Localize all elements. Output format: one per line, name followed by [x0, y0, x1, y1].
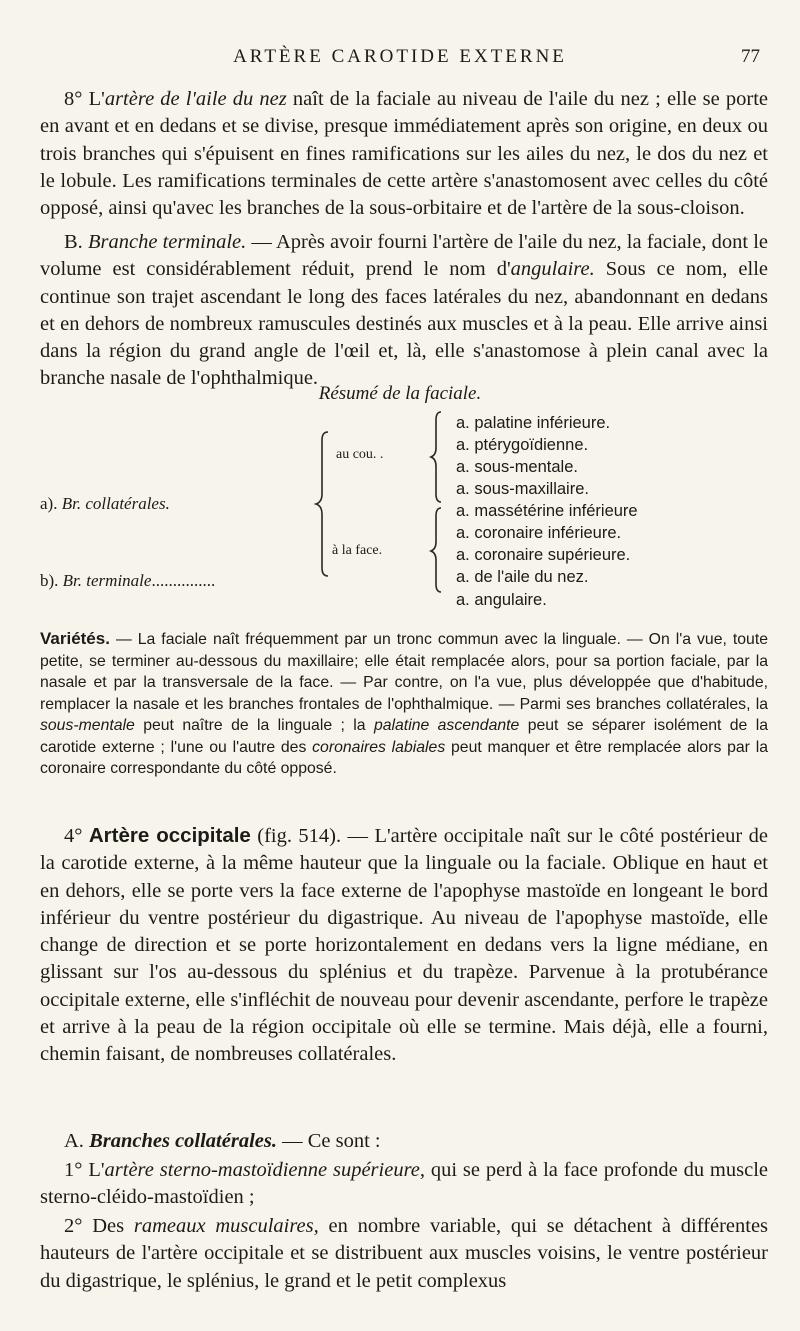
summary-label-au-cou: au cou. . [336, 447, 384, 462]
term-angulaire: angulaire. [510, 258, 595, 281]
item-number: 8° [64, 88, 83, 110]
list-item-rameaux-musculaires: 2° Des rameaux musculaires, en nombre variable, qui se détachent à différentes hauteurs de l'artère occipitale et se distribuent aux muscles voisins, le ventre postérieur du digastrique, le splénius, le grand et le petit complexus [40, 1215, 769, 1292]
varietes-paragraph: Variétés. — La faciale naît fréquemment par un tronc commun avec la linguale. — On l'a vue, toute petite, se terminer au-dessous du maxillaire; elle était remplacée alors, pour sa portion faciale, par la nasale et par la transversale de la face. — Par contre, on l'a vue, plus développée que d'habitude, remplacer la nasale et les branches frontales de l'ophthalmique. — Parmi ses branches collatérales, la sous-mentale peut naître de la linguale ; la palatine ascendante peut se séparer isolément de la carotide externe ; l'une ou l'autre des coronaires labiales peut manquer et être remplacée alors par la coronaire correspondante du côté opposé. [40, 629, 769, 777]
summary-item: a. de l'aile du nez. [456, 568, 589, 586]
heading-artere-occipitale: Artère occipitale [88, 824, 251, 847]
summary-label-a-la-face: à la face. [332, 543, 383, 558]
summary-item: a. coronaire inférieure. [456, 524, 622, 542]
list-item-sterno-mastoidienne: 1° L'artère sterno-mastoïdienne supérieure, qui se perd à la face profonde du muscle sterno-cléido-mastoïdien ; [40, 1159, 768, 1209]
section-artere-occipitale: 4° Artère occipitale (fig. 514). — L'artère occipitale naît sur le côté postérieur de la carotide externe, à la même hauteur que la linguale ou la faciale. Oblique en haut et en dehors, elle se porte vers la face externe de l'apophyse mastoïde en longeant le bord inférieur du ventre postérieur du digastrique. Au niveau de l'apophyse mastoïde, elle change de direction et se porte horizontalement en dedans vers la ligne médiane, en glissant sur l'os au-dessous du splénius et du trapèze. Parvenue à la protubérance occipitale externe, elle s'infléchit de nouveau pour devenir ascendante, perfore le trapèze et arrive à la peau de la région occipitale où elle se termine. Mais déjà, elle a fourni, chemin faisant, de nombreuses collatérales. [40, 824, 768, 1066]
paragraph-text: naît de la faciale au niveau de l'aile du nez ; elle se porte en avant et en dedans et se divise, presque immédiatement après son origine, en deux ou trois branches qui s'épuisent en fines ramifications sur les ailes du nez, le dos du nez et le lobule. Les ramifications terminales de cette artère s'anastomosent avec celles du côté opposé, ainsi qu'avec les branches de la sous-orbitaire et de l'artère de la sous-cloison. [40, 88, 769, 220]
summary-item: a. sous-mentale. [456, 458, 578, 476]
summary-label-a: a). Br. collatérales. [40, 494, 170, 513]
brace-a-la-face [431, 508, 441, 592]
summary-item: a. sous-maxillaire. [456, 480, 589, 498]
summary-item: a. massétérine inférieure [456, 502, 638, 520]
paragraph-artere-aile-nez: 8° L'artère de l'aile du nez naît de la faciale au niveau de l'aile du nez ; elle se porte en avant et en dedans et se divise, presque immédiatement après son origine, en deux ou trois branches qui s'épuisent en fines ramifications sur les ailes du nez, le dos du nez et le lobule. Les ramifications terminales de cette artère s'anastomosent avec celles du côté opposé, ainsi qu'avec les branches de la sous-orbitaire et de l'artère de la sous-cloison. [40, 88, 769, 220]
branches-collaterales-heading: A. Branches collatérales. — Ce sont : [64, 1130, 381, 1152]
heading-branche-terminale: Branche terminale. [87, 231, 247, 253]
term-artere-aile-nez: artère de l'aile du nez [104, 88, 287, 110]
brace-au-cou [431, 412, 441, 502]
brace-collaterales [316, 432, 328, 576]
page-number: 77 [741, 46, 760, 67]
summary-item: a. palatine inférieure. [456, 414, 611, 432]
header-title: ARTÈRE CAROTIDE EXTERNE [233, 46, 567, 67]
summary-item: a. angulaire. [456, 591, 547, 609]
summary-item: a. coronaire supérieure. [456, 546, 631, 564]
paragraph-branche-terminale: B. Branche terminale. — Après avoir fourni l'artère de l'aile du nez, la faciale, dont le volume est considérablement réduit, prend le nom d'angulaire. Sous ce nom, elle continue son trajet ascendant le long des faces latérales du nez, abandonnant en dedans et en dehors de nombreux ramuscules destinés aux muscles et à la peau. Elle arrive ainsi dans la région du grand angle de l'œil et, là, elle s'anastomose à plein canal avec la branche nasale de l'ophthalmique. [40, 231, 769, 390]
summary-title: Résumé de la faciale. [318, 383, 482, 404]
summary-label-b: b). Br. terminale............... [40, 571, 216, 590]
summary-item: a. ptérygoïdienne. [456, 436, 589, 454]
varietes-title: Variétés. [40, 629, 110, 648]
